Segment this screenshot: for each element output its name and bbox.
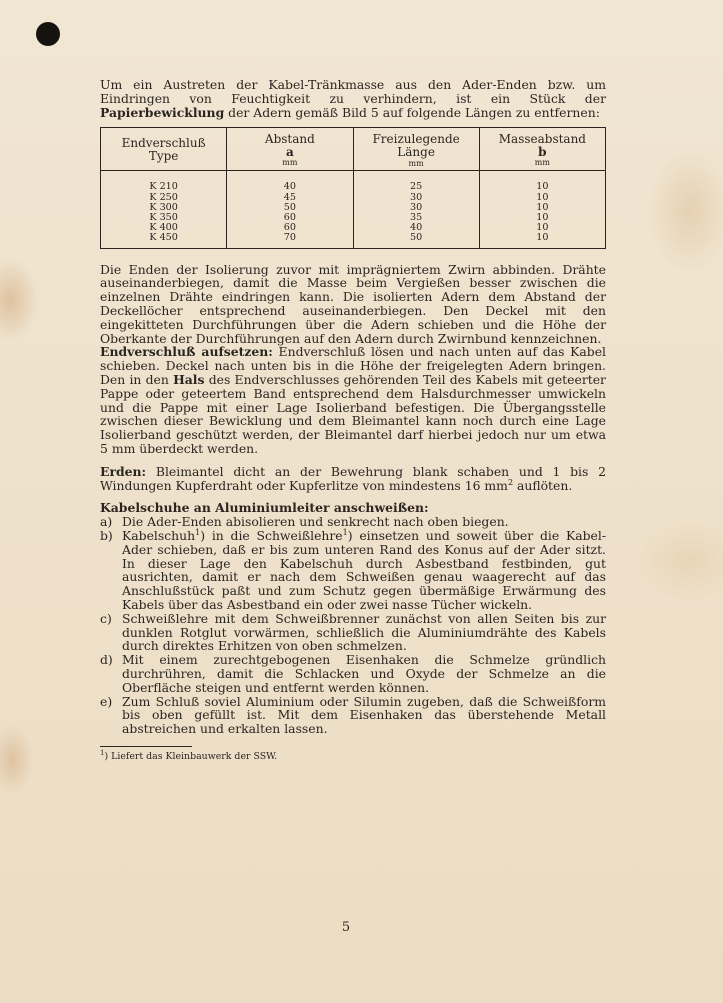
intro-paragraph: Um ein Austreten der Kabel-Tränkmasse aus den Ader-Enden bzw. um Eindringen von Feuchtigkeit zu verhindern, ist ein Stück der Papierbewicklung der Adern gemäß Bild 5 auf folgende Längen zu entfernen: [100,77,606,120]
erden-paragraph: Erden: Bleimantel dicht an der Bewehrung blank schaben und 1 bis 2 Windungen Kupferdraht oder Kupferlitze von mindestens 16 $mm^2$ auflöten. [100,463,606,493]
table-row: K 400 60 40 10 [101,223,606,233]
intro-bold-term: Papierbewicklung [100,104,225,120]
list-item: e) Zum Schluß soviel Aluminium oder Silumin zugeben, daß die Schweißform bis oben gefüllt ist. Mit dem Eisenhaken das überstehende Metall abstreichen und erkalten lassen. [100,693,606,737]
header-type: Endverschluß Type [101,128,227,171]
table-header-row [101,128,606,171]
endverschluss-heading: Endverschluß aufsetzen: [100,344,273,360]
spec-table [100,127,606,248]
header-abstand: Abstand a mm [227,128,353,171]
list-item: b) Kabelschuh$^1$) in die Schweißlehre$^1$) einsetzen und soweit über die Kabel-Ader schieben, daß er bis zum unteren Rand des Konus auf der Ader sitzt. In dieser Lage den Kabelschuh durch Asbestband festbinden, gut ausrichten, damit er nach dem Schweißen genau waagerecht auf das Anschlußstück paßt und zum Schutz gegen übermäßige Erwärmung des Kabels über das Asbestband ein oder zwei nasse Tücher wickeln. [100,527,606,612]
list-item: a) Die Ader-Enden abisolieren und senkrecht nach oben biegen. [100,514,509,530]
table-row: K 450 70 50 10 [101,233,606,248]
header-masseabstand: Masseabstand b mm [479,128,605,171]
kabelschuhe-heading: Kabelschuhe an Aluminiumleiter anschweißen: [100,500,429,516]
header-laenge: Freizulegende Länge mm [353,128,479,171]
footnote-rule [100,746,192,747]
page-number: 5 [341,920,351,935]
table-row: K 300 50 30 10 [101,203,606,213]
list-item: c) Schweißlehre mit dem Schweißbrenner zunächst von allen Seiten bis zur dunklen Rotglut vorwärmen, schließlich die Aluminiumdrähte des Kabels durch direktes Erhitzen von oben schmelzen. [100,610,606,654]
erden-heading: Erden: [100,463,147,479]
table-row: K 210 40 25 10 [101,171,606,193]
punch-hole [36,22,60,46]
table-row: K 350 60 35 10 [101,213,606,223]
isolation-paragraph: Die Enden der Isolierung zuvor mit imprägniertem Zwirn abbinden. Drähte auseinanderbiegen, damit die Masse beim Vergießen besser zwischen die einzelnen Drähte eindringen kann. Die isolierten Adern dem Abstand der Deckellöcher entsprechend auseinanderbiegen. Den Deckel mit den eingekitteten Durchführungen über die Adern schieben und die Höhe der Oberkante der Durchführungen auf den Adern durch Zwirnbund kennzeichnen. [100,261,606,346]
footnote: $^1$) Liefert das Kleinbauwerk der SSW. [100,748,278,762]
document-page [100,78,606,762]
procedure-list [100,515,606,736]
table-row: K 250 45 30 10 [101,193,606,203]
list-item: d) Mit einem zurechtgebogenen Eisenhaken die Schmelze gründlich durchrühren, damit die Schlacken und Oxyde der Schmelze an die Oberfläche steigen und entfernt werden können. [100,652,606,695]
endverschluss-paragraph: Endverschluß aufsetzen: Endverschluß lösen und nach unten auf das Kabel schieben. Deckel nach unten bis in die Höhe der freigelegten Adern bringen. Den in den Hals des Endverschlusses gehörenden Teil des Kabels mit geteerter Pappe oder geteertem Band entsprechend dem Halsdurchmesser umwickeln und die Pappe mit einer Lage Isolierband befestigen. Die Übergangsstelle zwischen dieser Bewicklung und dem Bleimantel kann noch durch eine Lage Isolierband geschützt werden, der Bleimantel darf hierbei jedoch nur um etwa 5 mm überdeckt werden. [100,344,606,456]
